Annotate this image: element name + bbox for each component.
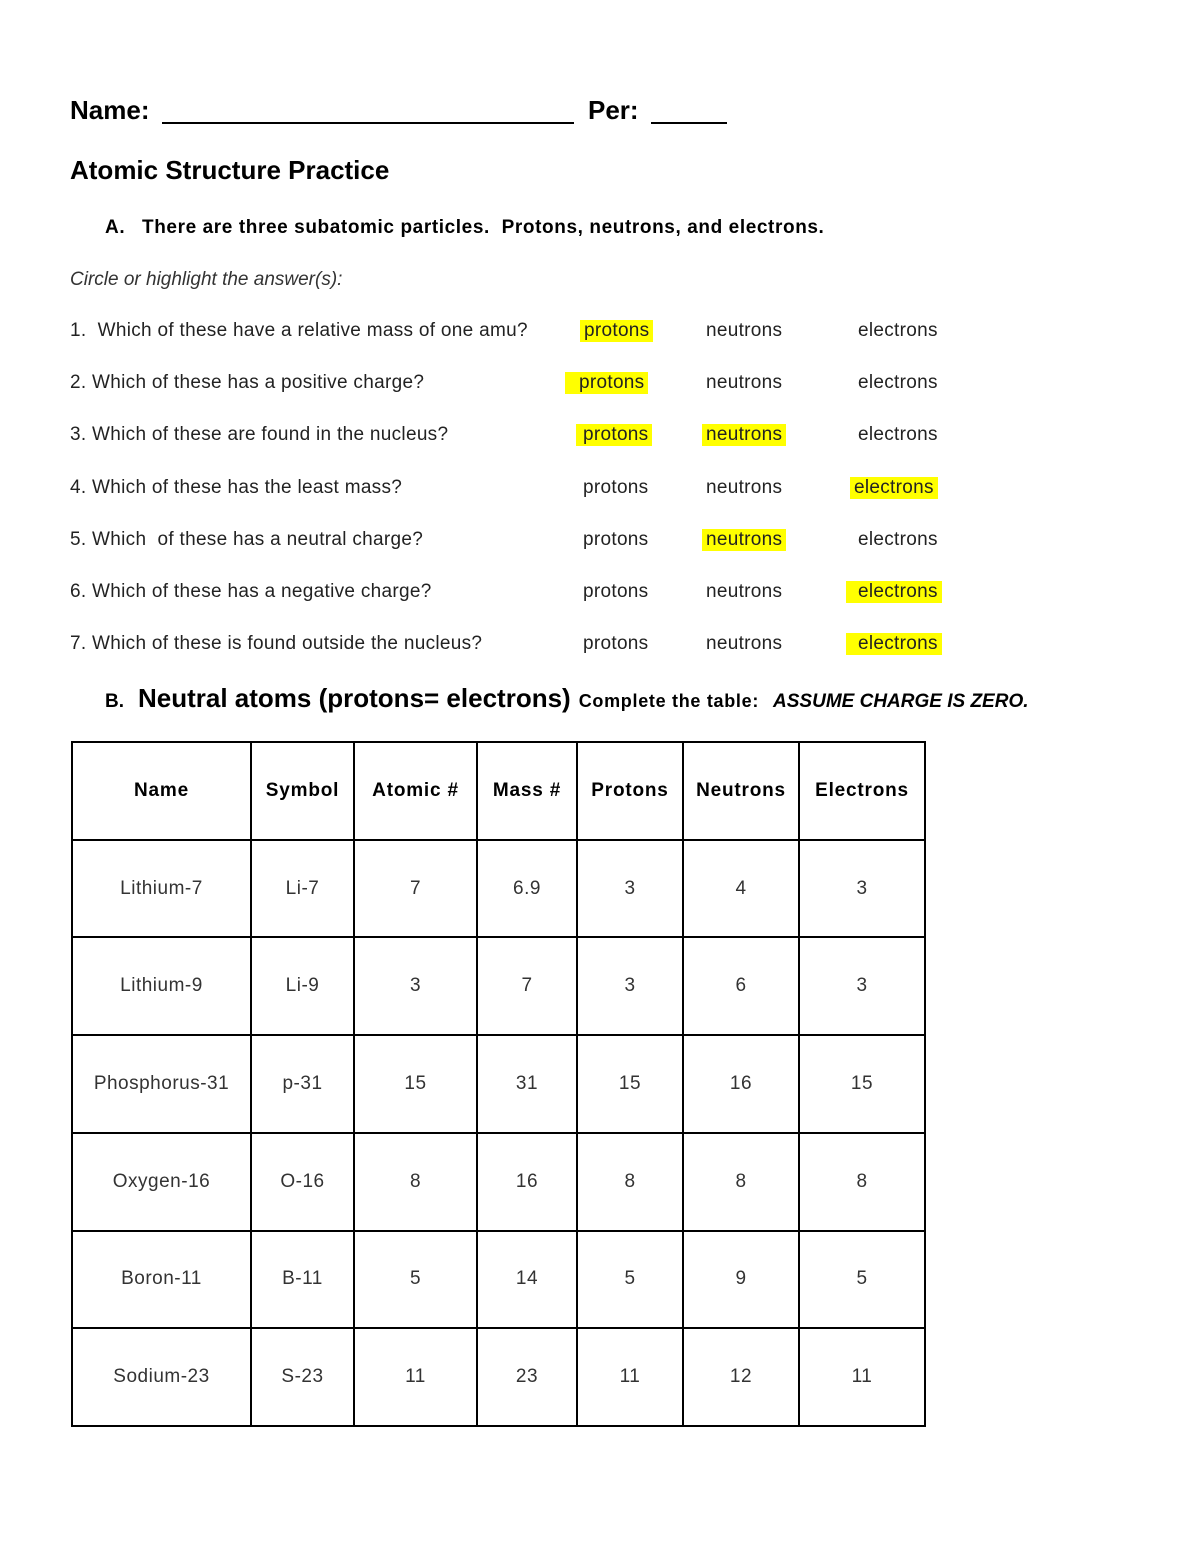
cell-atomic-number[interactable]: 11 <box>354 1328 477 1426</box>
col-header-atomic-number: Atomic # <box>354 742 477 840</box>
name-blank-line[interactable] <box>162 122 574 124</box>
per-blank-line[interactable] <box>651 122 727 124</box>
q7-option-neutrons[interactable]: neutrons <box>706 633 783 654</box>
cell-electrons[interactable]: 3 <box>799 937 925 1035</box>
q6-option-neutrons[interactable]: neutrons <box>706 581 783 602</box>
cell-protons[interactable]: 15 <box>577 1035 683 1133</box>
q4-option-neutrons[interactable]: neutrons <box>706 477 783 498</box>
cell-electrons[interactable]: 5 <box>799 1231 925 1329</box>
q2-option-protons[interactable]: protons <box>565 372 648 394</box>
question-7: 7. Which of these is found outside the nucleus? <box>70 633 483 654</box>
col-header-symbol: Symbol <box>251 742 354 840</box>
cell-symbol[interactable]: p-31 <box>251 1035 354 1133</box>
cell-electrons[interactable]: 11 <box>799 1328 925 1426</box>
section-b-heading: Neutral atoms (protons= electrons) <box>138 683 571 713</box>
cell-symbol[interactable]: Li-7 <box>251 840 354 938</box>
cell-symbol[interactable]: S-23 <box>251 1328 354 1426</box>
cell-atomic-number[interactable]: 15 <box>354 1035 477 1133</box>
q2-option-electrons[interactable]: electrons <box>858 372 938 393</box>
cell-atomic-number[interactable]: 8 <box>354 1133 477 1231</box>
cell-atomic-number[interactable]: 3 <box>354 937 477 1035</box>
cell-name[interactable]: Oxygen-16 <box>72 1133 251 1231</box>
cell-mass-number[interactable]: 7 <box>477 937 577 1035</box>
cell-name[interactable]: Boron-11 <box>72 1231 251 1329</box>
col-header-protons: Protons <box>577 742 683 840</box>
col-header-name: Name <box>72 742 251 840</box>
cell-protons[interactable]: 5 <box>577 1231 683 1329</box>
cell-mass-number[interactable]: 6.9 <box>477 840 577 938</box>
cell-electrons[interactable]: 3 <box>799 840 925 938</box>
section-a-letter: A. <box>105 217 126 238</box>
cell-name[interactable]: Phosphorus-31 <box>72 1035 251 1133</box>
question-1: 1. Which of these have a relative mass of one amu? <box>70 320 528 341</box>
question-5: 5. Which of these has a neutral charge? <box>70 529 424 550</box>
cell-protons[interactable]: 3 <box>577 840 683 938</box>
cell-mass-number[interactable]: 14 <box>477 1231 577 1329</box>
cell-atomic-number[interactable]: 7 <box>354 840 477 938</box>
q7-option-electrons[interactable]: electrons <box>846 633 942 655</box>
q2-option-neutrons[interactable]: neutrons <box>706 372 783 393</box>
q3-option-electrons[interactable]: electrons <box>858 424 938 445</box>
cell-name[interactable]: Lithium-7 <box>72 840 251 938</box>
section-a-instruction: Circle or highlight the answer(s): <box>70 269 343 290</box>
q3-option-protons[interactable]: protons <box>576 424 652 446</box>
section-b-heading-line <box>105 683 1029 714</box>
cell-neutrons[interactable]: 16 <box>683 1035 799 1133</box>
q4-option-electrons[interactable]: electrons <box>850 477 938 499</box>
cell-mass-number[interactable]: 31 <box>477 1035 577 1133</box>
cell-name[interactable]: Sodium-23 <box>72 1328 251 1426</box>
cell-neutrons[interactable]: 8 <box>683 1133 799 1231</box>
question-2: 2. Which of these has a positive charge? <box>70 372 425 393</box>
q5-option-electrons[interactable]: electrons <box>858 529 938 550</box>
section-b-letter: B. <box>105 691 124 712</box>
cell-symbol[interactable]: O-16 <box>251 1133 354 1231</box>
col-header-mass-number: Mass # <box>477 742 577 840</box>
q1-option-neutrons[interactable]: neutrons <box>706 320 783 341</box>
q5-option-protons[interactable]: protons <box>583 529 649 550</box>
cell-protons[interactable]: 8 <box>577 1133 683 1231</box>
cell-electrons[interactable]: 15 <box>799 1035 925 1133</box>
col-header-neutrons: Neutrons <box>683 742 799 840</box>
question-6: 6. Which of these has a negative charge? <box>70 581 432 602</box>
cell-electrons[interactable]: 8 <box>799 1133 925 1231</box>
q3-option-neutrons[interactable]: neutrons <box>702 424 786 446</box>
col-header-electrons: Electrons <box>799 742 925 840</box>
cell-neutrons[interactable]: 9 <box>683 1231 799 1329</box>
page-title: Atomic Structure Practice <box>70 155 390 185</box>
section-a-text: There are three subatomic particles. Protons, neutrons, and electrons. <box>142 217 825 238</box>
q6-option-electrons[interactable]: electrons <box>846 581 942 603</box>
cell-neutrons[interactable]: 4 <box>683 840 799 938</box>
question-4: 4. Which of these has the least mass? <box>70 477 403 498</box>
cell-name[interactable]: Lithium-9 <box>72 937 251 1035</box>
question-3: 3. Which of these are found in the nucleus? <box>70 424 449 445</box>
q4-option-protons[interactable]: protons <box>583 477 649 498</box>
table-row <box>72 937 925 1035</box>
q1-option-electrons[interactable]: electrons <box>858 320 938 341</box>
q1-option-protons[interactable]: protons <box>580 320 653 342</box>
cell-atomic-number[interactable]: 5 <box>354 1231 477 1329</box>
cell-mass-number[interactable]: 23 <box>477 1328 577 1426</box>
cell-symbol[interactable]: B-11 <box>251 1231 354 1329</box>
name-label: Name: <box>70 95 150 125</box>
table-header-row <box>72 742 925 840</box>
table-row <box>72 1133 925 1231</box>
q6-option-protons[interactable]: protons <box>583 581 649 602</box>
q7-option-protons[interactable]: protons <box>583 633 649 654</box>
cell-protons[interactable]: 11 <box>577 1328 683 1426</box>
atoms-table <box>71 741 926 1427</box>
section-b-note: ASSUME CHARGE IS ZERO. <box>773 691 1029 712</box>
cell-symbol[interactable]: Li-9 <box>251 937 354 1035</box>
table-row <box>72 840 925 938</box>
q5-option-neutrons[interactable]: neutrons <box>702 529 786 551</box>
cell-neutrons[interactable]: 12 <box>683 1328 799 1426</box>
per-label: Per: <box>588 95 639 125</box>
table-row <box>72 1328 925 1426</box>
cell-protons[interactable]: 3 <box>577 937 683 1035</box>
cell-mass-number[interactable]: 16 <box>477 1133 577 1231</box>
table-row <box>72 1231 925 1329</box>
section-b-instruction: Complete the table: <box>578 691 760 711</box>
table-row <box>72 1035 925 1133</box>
cell-neutrons[interactable]: 6 <box>683 937 799 1035</box>
